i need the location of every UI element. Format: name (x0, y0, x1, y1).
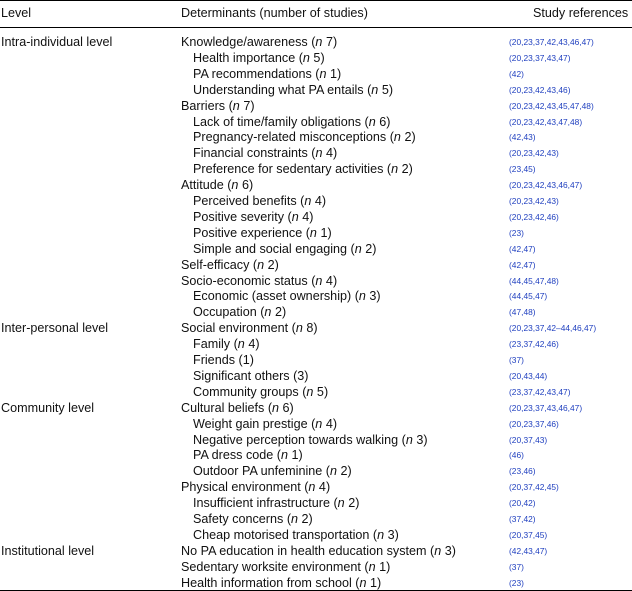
study-count: 5 (316, 384, 324, 399)
top-rule (0, 0, 632, 1)
study-count: 1 (379, 559, 387, 574)
study-count: 4 (314, 194, 322, 208)
reference-link[interactable]: 37 (511, 355, 522, 365)
reference-link[interactable]: 20,23,42,46 (511, 211, 557, 222)
determinant-label: Attitude (181, 178, 224, 193)
study-references[interactable]: (23,45) (509, 164, 536, 175)
reference-link[interactable]: 20,23,42,43,46 (511, 84, 568, 95)
study-references[interactable]: (20,23,42,43,47,48) (509, 116, 583, 127)
determinant-label: Socio-economic status (181, 273, 308, 288)
study-count: 5 (313, 50, 321, 65)
reference-link[interactable]: 20,23,37,42–44,46,47 (511, 323, 594, 334)
study-references[interactable]: (42) (509, 68, 524, 79)
table-row (0, 495, 632, 511)
determinant-cell: Financial constraints (n 4) (193, 146, 338, 161)
reference-link[interactable]: 37 (511, 561, 522, 572)
table-row (0, 384, 632, 400)
determinant-label: Significant others (193, 368, 290, 383)
reference-link[interactable]: 20,42 (511, 498, 533, 509)
table-row (0, 241, 632, 257)
study-count: 4 (325, 416, 333, 431)
study-references[interactable]: (42,43,47) (509, 545, 548, 556)
table-row (0, 479, 632, 495)
reference-link[interactable]: 42,47 (511, 259, 533, 270)
determinant-label: Perceived benefits (193, 194, 297, 208)
header-determinants: Determinants (number of studies) (181, 6, 368, 20)
determinant-label: Economic (asset ownership) (193, 289, 352, 304)
study-count: 4 (326, 146, 334, 161)
reference-link[interactable]: 20,23,37,43,47 (511, 52, 568, 63)
determinant-cell: Attitude (n 6) (181, 178, 254, 193)
determinant-label: Health importance (193, 50, 296, 65)
table-row (0, 145, 632, 161)
table-row (0, 320, 632, 336)
study-references[interactable]: (42,43) (509, 132, 536, 143)
study-references[interactable]: (20,37,42,45) (509, 482, 559, 493)
study-count: 6 (282, 400, 290, 415)
determinant-label: Insufficient infrastructure (193, 496, 330, 511)
reference-link[interactable]: 20,23,42,43,45,47,48 (511, 100, 591, 111)
determinant-cell: Physical environment (n 4) (181, 480, 331, 495)
study-count: 1 (291, 448, 299, 463)
reference-link[interactable]: 23,46 (511, 466, 533, 477)
study-references[interactable]: (44,45,47,48) (509, 275, 559, 286)
study-references[interactable]: (20,23,37,43,46,47) (509, 402, 583, 413)
determinant-cell: Sedentary worksite environment (n 1) (181, 559, 391, 574)
determinant-label: Friends (193, 353, 235, 367)
study-references[interactable]: (47,48) (509, 307, 536, 318)
study-references[interactable]: (42,47) (509, 259, 536, 270)
reference-link[interactable]: 20,43,44 (511, 370, 545, 381)
table-row (0, 511, 632, 527)
determinant-label: Cultural beliefs (181, 400, 265, 415)
table-row (0, 368, 632, 384)
study-count: 8 (306, 321, 314, 336)
study-count: 2 (340, 464, 348, 479)
determinant-cell: Barriers (n 7) (181, 98, 255, 113)
reference-link[interactable]: 20,23,42,43 (511, 148, 557, 159)
determinant-cell: Outdoor PA unfeminine (n 2) (193, 464, 352, 479)
table-row (0, 50, 632, 66)
reference-link[interactable]: 20,37,45 (511, 529, 545, 540)
determinant-label: Sedentary worksite environment (181, 559, 361, 574)
determinant-cell: Positive experience (n 1) (193, 225, 332, 240)
reference-link[interactable]: 23,37,42,43,47 (511, 386, 568, 397)
determinant-label: Preference for sedentary activities (193, 162, 384, 177)
reference-link[interactable]: 20,23,42,43,46,47 (511, 180, 580, 191)
study-count: 4 (248, 337, 256, 352)
table-row (0, 257, 632, 273)
table-row (0, 288, 632, 304)
determinant-label: Community groups (193, 384, 299, 399)
study-references[interactable]: (44,45,47) (509, 291, 548, 302)
determinant-cell: Negative perception towards walking (n 3) (193, 432, 428, 447)
determinant-label: Understanding what PA entails (193, 82, 364, 97)
level-label: Inter-personal level (1, 321, 109, 336)
reference-link[interactable]: 20,23,42,43,47,48 (511, 116, 580, 127)
study-count: 5 (381, 82, 389, 97)
study-references[interactable]: (20,23,42,43) (509, 148, 559, 159)
determinant-cell (193, 352, 254, 368)
determinant-label: Occupation (193, 305, 257, 320)
study-references[interactable]: (20,37,45) (509, 529, 548, 540)
table-row (0, 543, 632, 559)
reference-link[interactable]: 20,23,37,43,46,47 (511, 402, 580, 413)
reference-link[interactable]: 23 (511, 227, 522, 238)
table-row (0, 432, 632, 448)
reference-link[interactable]: 20,23,37,42,43,46,47 (511, 37, 591, 47)
table-row (0, 193, 632, 209)
study-references[interactable]: (37) (509, 561, 524, 572)
determinant-cell: Safety concerns (n 2) (193, 512, 313, 526)
determinant-label: Negative perception towards walking (193, 432, 399, 447)
determinant-cell: Family (n 4) (193, 337, 260, 352)
study-count: 1 (370, 575, 378, 590)
study-references[interactable]: (20,23,37,46) (509, 418, 559, 429)
header-references: Study references (533, 6, 629, 20)
determinant-cell: Insufficient infrastructure (n 2) (193, 496, 360, 511)
study-count: 4 (302, 209, 310, 224)
study-references[interactable]: (23,37,42,46) (509, 339, 559, 350)
reference-link[interactable]: 20,23,42,43 (511, 196, 557, 206)
table-row (0, 352, 632, 368)
study-count: 2 (267, 257, 275, 272)
study-count: 2 (404, 130, 412, 145)
study-references[interactable]: (20,23,42,43,46,47) (509, 180, 583, 191)
table-row (0, 575, 632, 591)
study-references[interactable]: (20,23,37,42–44,46,47) (509, 323, 597, 334)
determinant-label: Barriers (181, 98, 226, 113)
determinant-cell: Self-efficacy (n 2) (181, 257, 279, 272)
determinant-label: Pregnancy-related misconceptions (193, 130, 387, 145)
study-count: 2 (365, 241, 373, 256)
reference-link[interactable]: 23,37,42,46 (511, 339, 557, 350)
determinant-label: No PA education in health education system (181, 543, 427, 558)
reference-link[interactable]: 23 (511, 577, 522, 588)
study-count: 2 (301, 512, 309, 526)
determinant-cell: Cheap motorised transportation (n 3) (193, 527, 399, 542)
determinant-label: Family (193, 337, 231, 352)
reference-link[interactable]: 37,42 (511, 514, 533, 524)
study-references[interactable]: (23,46) (509, 466, 536, 477)
determinant-label: Knowledge/awareness (181, 35, 308, 49)
determinant-cell: PA recommendations (n 1) (193, 66, 342, 81)
study-count: 2 (401, 162, 409, 177)
table-row (0, 559, 632, 575)
study-count: 2 (348, 496, 356, 511)
study-count: 7 (243, 98, 251, 113)
reference-link[interactable]: 20,37,42,45 (511, 482, 557, 493)
level-label: Institutional level (1, 543, 95, 558)
study-count: 3 (444, 543, 452, 558)
table-row (0, 209, 632, 225)
determinant-cell: Pregnancy-related misconceptions (n 2) (193, 130, 416, 145)
determinant-label: Cheap motorised transportation (193, 527, 370, 542)
determinant-label: Safety concerns (193, 512, 284, 526)
determinant-cell: Social environment (n 8) (181, 321, 318, 336)
determinant-cell: Economic (asset ownership) (n 3) (193, 289, 381, 304)
determinant-label: Physical environment (181, 480, 301, 495)
determinant-cell: Understanding what PA entails (n 5) (193, 82, 394, 97)
study-count: 1 (330, 66, 338, 81)
study-references[interactable]: (20,23,42,43) (509, 196, 559, 206)
table-row (0, 527, 632, 543)
determinant-label: Outdoor PA unfeminine (193, 464, 323, 479)
reference-link[interactable]: 23,45 (511, 164, 533, 175)
determinant-cell: Simple and social engaging (n 2) (193, 241, 377, 256)
study-count: 1 (320, 225, 328, 240)
level-label: Intra-individual level (1, 35, 113, 49)
study-references[interactable]: (20,37,43) (509, 434, 548, 445)
header-level: Level (1, 6, 32, 20)
determinant-cell: Knowledge/awareness (n 7) (181, 35, 338, 49)
table-row (0, 161, 632, 177)
study-count: 3 (416, 432, 424, 447)
determinant-label: Self-efficacy (181, 257, 250, 272)
table-row (0, 225, 632, 241)
determinant-label: Weight gain prestige (193, 416, 308, 431)
reference-link[interactable]: 46 (511, 450, 522, 461)
reference-link[interactable]: 20,37,43 (511, 434, 545, 445)
study-references[interactable]: (37,42) (509, 514, 536, 524)
determinant-cell (193, 368, 309, 384)
determinant-cell: Health information from school (n 1) (181, 575, 382, 590)
study-references[interactable]: (23) (509, 227, 524, 238)
determinant-label: PA recommendations (193, 66, 312, 81)
study-references[interactable]: (20,23,37,42,43,46,47) (509, 37, 594, 47)
determinant-cell: Socio-economic status (n 4) (181, 273, 338, 288)
study-count: 3 (369, 289, 377, 304)
level-label: Community level (1, 400, 95, 415)
table-row (0, 177, 632, 193)
reference-link[interactable]: 44,45,47,48 (511, 275, 557, 286)
determinant-cell: PA dress code (n 1) (193, 448, 303, 463)
determinant-cell: Weight gain prestige (n 4) (193, 416, 338, 431)
table-row (0, 336, 632, 352)
study-references[interactable]: (37) (509, 355, 524, 365)
table-row (0, 129, 632, 145)
study-count: 4 (325, 273, 333, 288)
study-count: (1) (238, 353, 254, 367)
study-references[interactable]: (20,23,42,43,45,47,48) (509, 100, 594, 111)
determinant-cell: Health importance (n 5) (193, 50, 325, 65)
determinant-label: Financial constraints (193, 146, 308, 161)
determinant-cell: Preference for sedentary activities (n 2) (193, 162, 413, 177)
determinant-cell: Positive severity (n 4) (193, 209, 314, 224)
determinant-label: Positive severity (193, 209, 284, 224)
determinant-label: Simple and social engaging (193, 241, 348, 256)
reference-link[interactable]: 42 (511, 68, 522, 79)
table-row (0, 463, 632, 479)
table-row (0, 66, 632, 82)
determinant-label: Positive experience (193, 225, 303, 240)
determinant-cell: Lack of time/family obligations (n 6) (193, 114, 391, 129)
study-references[interactable]: (42,47) (509, 243, 536, 254)
study-count: 4 (318, 480, 326, 495)
table-row (0, 34, 632, 50)
table-row (0, 273, 632, 289)
study-references[interactable]: (20,42) (509, 498, 536, 509)
reference-link[interactable]: 42,43,47 (511, 545, 545, 556)
reference-link[interactable]: 44,45,47 (511, 291, 545, 302)
study-count: 7 (325, 35, 333, 49)
study-references[interactable]: (23,37,42,43,47) (509, 386, 571, 397)
study-references[interactable]: (20,23,37,43,47) (509, 52, 571, 63)
table-row (0, 304, 632, 320)
study-references[interactable]: (20,23,42,46) (509, 211, 559, 222)
reference-link[interactable]: 42,43 (511, 132, 533, 143)
reference-link[interactable]: 47,48 (511, 307, 533, 318)
table-row (0, 447, 632, 463)
study-references[interactable]: (23) (509, 577, 524, 588)
determinant-cell: No PA education in health education system (n 3) (181, 543, 456, 558)
study-references[interactable]: (20,43,44) (509, 370, 548, 381)
study-references[interactable]: (46) (509, 450, 524, 461)
study-count: 6 (241, 178, 249, 193)
determinant-label: Lack of time/family obligations (193, 114, 361, 129)
determinant-label: PA dress code (193, 448, 274, 463)
reference-link[interactable]: 42,47 (511, 243, 533, 254)
table-row (0, 114, 632, 130)
study-count: 2 (274, 305, 282, 320)
determinant-cell: Community groups (n 5) (193, 384, 329, 399)
study-count: 3 (387, 527, 395, 542)
table-row (0, 82, 632, 98)
table-row (0, 416, 632, 432)
study-references[interactable]: (20,23,42,43,46) (509, 84, 571, 95)
determinant-label: Health information from school (181, 575, 352, 590)
determinant-cell: Perceived benefits (n 4) (193, 194, 327, 208)
header-rule (0, 27, 632, 28)
determinant-cell: Cultural beliefs (n 6) (181, 400, 294, 415)
reference-link[interactable]: 20,23,37,46 (511, 418, 557, 429)
study-count: (3) (293, 368, 309, 383)
determinant-cell: Occupation (n 2) (193, 305, 287, 320)
table-row (0, 400, 632, 416)
determinant-label: Social environment (181, 321, 289, 336)
study-count: 6 (379, 114, 387, 129)
table-row (0, 98, 632, 114)
